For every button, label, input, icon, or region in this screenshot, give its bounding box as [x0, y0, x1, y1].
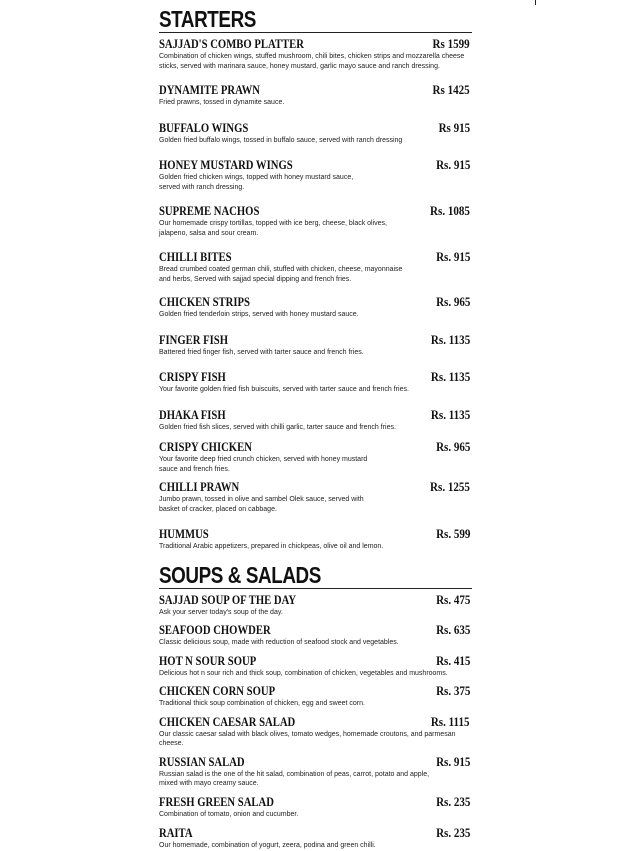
item-price: Rs. 915: [435, 753, 470, 769]
item-description: Your favorite deep fried crunch chicken, served with honey mustard sauce and french fries.: [159, 456, 368, 473]
section-soups-salads: [159, 562, 472, 851]
item-name: CRISPY CHICKEN: [159, 439, 252, 454]
item-name: DYNAMITE PRAWN: [159, 82, 260, 97]
menu-item-soup-of-the-day: [159, 593, 472, 618]
menu-item-chicken-caesar-salad: [159, 715, 472, 749]
item-price: Rs. 415: [435, 652, 470, 668]
item-price: Rs. 635: [435, 622, 470, 637]
item-name: CHILLI BITES: [159, 249, 232, 264]
menu-item-russian-salad: [159, 755, 472, 789]
menu-item-raita: [159, 826, 472, 851]
menu-item-honey-mustard-wings: [159, 158, 472, 192]
item-price: Rs. 235: [435, 793, 470, 809]
item-name: HONEY MUSTARD WINGS: [159, 157, 293, 172]
item-price: Rs. 1085: [430, 203, 470, 218]
item-name: CHILLI PRAWN: [159, 479, 240, 494]
item-name: CRISPY FISH: [159, 369, 226, 384]
item-name: DHAKA FISH: [159, 406, 226, 422]
item-name: HOT N SOUR SOUP: [159, 652, 257, 668]
item-description: Battered fried finger fish, served with tarter sauce and french fries.: [159, 348, 364, 356]
item-price: Rs. 915: [435, 157, 470, 172]
menu-item-combo-platter: [159, 37, 472, 71]
item-price: Rs. 915: [435, 249, 470, 264]
item-price: Rs. 1135: [430, 369, 470, 384]
menu-item-fresh-green-salad: [159, 795, 472, 820]
menu-item-supreme-nachos: [159, 204, 472, 238]
item-description: Bread crumbed coated german chili, stuffed with chicken, cheese, mayonnaise and herbs, Served with sajjad special dipping and french fries.: [159, 266, 403, 283]
item-price: Rs 915: [438, 119, 470, 135]
menu-item-hot-sour-soup: [159, 654, 472, 679]
item-description: Our homemade, combination of yogurt, zeera, podina and green chilli.: [159, 842, 376, 849]
menu-item-seafood-chowder: [159, 623, 472, 648]
item-price: Rs. 1135: [430, 406, 470, 422]
item-name: SAJJAD SOUP OF THE DAY: [159, 591, 297, 607]
item-price: Rs. 599: [435, 526, 470, 541]
menu-item-crispy-fish: [159, 370, 472, 395]
item-description: Your favorite golden fried fish buiscuits, served with tarter sauce and french fries.: [159, 386, 409, 393]
item-name: CHICKEN CAESAR SALAD: [159, 713, 296, 729]
section-title-soups-salads: SOUPS & SALADS: [159, 561, 321, 588]
item-name: RAITA: [159, 825, 193, 840]
item-price: Rs. 1135: [430, 331, 470, 347]
item-name: SEAFOOD CHOWDER: [159, 622, 271, 637]
item-description: Jumbo prawn, tossed in olive and sambel Olek sauce, served with basket of cracker, placed on cabbage.: [159, 496, 364, 513]
item-description: Classic delicious soup, made with reduction of seafood stock and vegetables.: [159, 639, 399, 646]
menu-item-buffalo-wings: [159, 121, 472, 146]
item-name: SAJJAD'S COMBO PLATTER: [159, 36, 304, 51]
menu-item-chicken-strips: [159, 295, 472, 320]
item-price: Rs. 375: [435, 683, 470, 698]
item-description: Traditional Arabic appetizers, prepared in chickpeas, olive oil and lemon.: [159, 543, 384, 550]
section-divider: [159, 32, 472, 33]
item-description: Our classic caesar salad with black olives, tomato wedges, homemade croutons, and parmesan cheese.: [159, 730, 456, 747]
item-price: Rs 1425: [432, 82, 470, 97]
item-name: BUFFALO WINGS: [159, 119, 249, 135]
menu-item-crispy-chicken: [159, 440, 472, 474]
item-description: Golden fried chicken wings, topped with honey mustard sauce, served with ranch dressing.: [159, 174, 354, 191]
item-name: SUPREME NACHOS: [159, 203, 260, 218]
menu-item-finger-fish: [159, 333, 472, 358]
section-title-starters: STARTERS: [159, 6, 256, 32]
item-price: Rs. 235: [435, 825, 470, 840]
item-description: Golden fried buffalo wings, tossed in buffalo sauce, served with ranch dressing: [159, 136, 403, 144]
item-description: Combination of chicken wings, stuffed mushroom, chili bites, chicken strips and mozzarella cheese sticks, served with marinara sauce, honey mustard, garlic mayo sauce and ranch dressing.: [159, 53, 465, 70]
menu-item-dhaka-fish: [159, 408, 472, 433]
item-name: FINGER FISH: [159, 331, 229, 347]
menu-item-dynamite-prawn: [159, 83, 472, 108]
item-name: CHICKEN STRIPS: [159, 294, 250, 309]
item-description: Combination of tomato, onion and cucumber.: [159, 810, 299, 818]
section-starters: [159, 6, 472, 552]
item-description: Russian salad is the one of the hit salad, combination of peas, carrot, potato and apple, mixed with mayo creamy sauce.: [159, 770, 430, 787]
item-price: Rs. 475: [435, 591, 470, 607]
section-divider: [159, 588, 472, 589]
menu-item-hummus: [159, 527, 472, 552]
item-description: Traditional thick soup combination of chicken, egg and sweet corn.: [159, 700, 365, 707]
item-description: Our homemade crispy tortillas, topped with ice berg, cheese, black olives, jalapeno, salsa and sour cream.: [159, 220, 387, 237]
item-name: CHICKEN CORN SOUP: [159, 683, 276, 698]
menu-item-chilli-prawn: [159, 480, 472, 514]
menu-item-chicken-corn-soup: [159, 684, 472, 709]
item-name: FRESH GREEN SALAD: [159, 793, 274, 809]
item-price: Rs. 965: [435, 439, 470, 454]
item-name: RUSSIAN SALAD: [159, 753, 245, 769]
item-price: Rs. 965: [435, 294, 470, 309]
item-price: Rs. 1115: [431, 713, 470, 729]
item-description: Golden fried tenderloin strips, served with honey mustard sauce.: [159, 311, 359, 318]
menu-item-chilli-bites: [159, 250, 472, 284]
item-price: Rs 1599: [432, 36, 470, 51]
item-description: Golden fried fish slices, served with chilli garlic, tarter sauce and french fries.: [159, 423, 396, 431]
item-description: Delicious hot n sour rich and thick soup, combination of chicken, vegetables and mushrooms.: [159, 669, 448, 677]
item-description: Ask your server today's soup of the day.: [159, 608, 283, 616]
item-price: Rs. 1255: [430, 479, 470, 494]
corner-tick-mark: [535, 0, 536, 5]
item-name: HUMMUS: [159, 526, 209, 541]
menu-page: [159, 6, 472, 851]
item-description: Fried prawns, tossed in dynamite sauce.: [159, 99, 285, 106]
